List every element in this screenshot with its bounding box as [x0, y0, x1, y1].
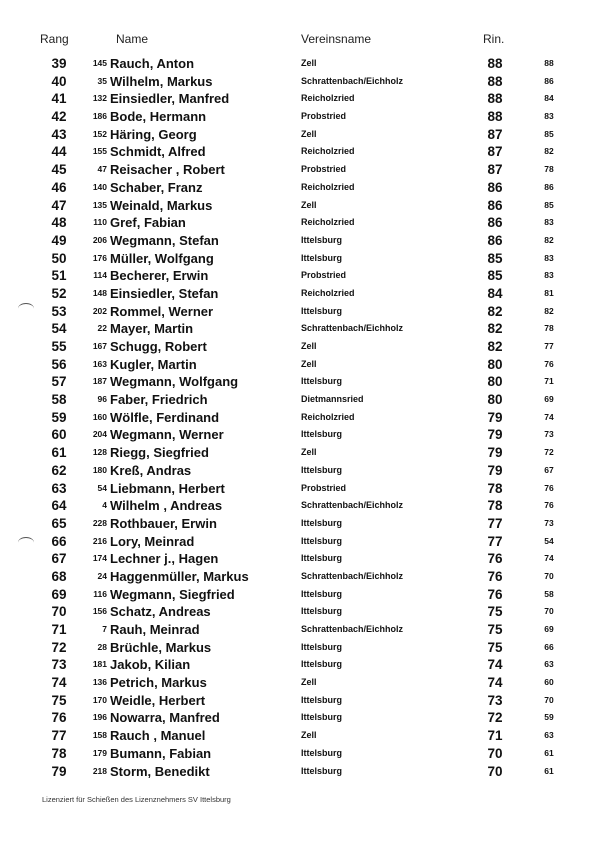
row-club: Schrattenbach/Eichholz: [301, 500, 404, 511]
table-row: [0, 232, 600, 250]
row-rang: 75: [51, 692, 67, 708]
table-row: [0, 497, 600, 515]
row-club: Ittelsburg: [301, 553, 343, 564]
table-row: [0, 586, 600, 604]
row-club: Schrattenbach/Eichholz: [301, 323, 404, 334]
row-rings: 84: [487, 285, 503, 301]
row-name: Liebmann, Herbert: [110, 480, 225, 496]
table-row: [0, 674, 600, 692]
row-rang: 43: [51, 126, 67, 142]
row-start-number: 170: [92, 694, 107, 705]
row-name: Schatz, Andreas: [110, 604, 211, 620]
row-club: Ittelsburg: [301, 535, 343, 546]
row-sub-score: 83: [544, 252, 554, 263]
table-row: [0, 692, 600, 710]
table-row: [0, 73, 600, 91]
row-name: Wegmann, Stefan: [110, 232, 219, 248]
row-start-number: 160: [92, 411, 107, 422]
row-rang: 47: [51, 197, 67, 213]
row-sub-score: 86: [544, 181, 554, 192]
row-rang: 64: [51, 498, 67, 514]
row-start-number: 167: [92, 341, 107, 351]
row-club: Ittelsburg: [301, 517, 343, 528]
row-sub-score: 54: [544, 535, 554, 546]
row-sub-score: 74: [544, 411, 554, 422]
header-name: Name: [116, 32, 149, 46]
table-row: [0, 444, 600, 462]
row-name: Wegmann, Siegfried: [110, 586, 235, 602]
row-start-number: 28: [97, 641, 107, 652]
row-rings: 79: [487, 427, 503, 443]
row-start-number: 136: [92, 677, 107, 688]
row-name: Faber, Friedrich: [110, 392, 208, 408]
row-rang: 69: [51, 586, 67, 602]
row-name: Gref, Fabian: [110, 215, 186, 231]
row-sub-score: 60: [544, 677, 554, 688]
row-start-number: 132: [92, 93, 107, 104]
table-row: [0, 197, 600, 215]
row-start-number: 158: [92, 730, 107, 741]
row-start-number: 187: [92, 376, 107, 387]
row-start-number: 228: [92, 517, 107, 528]
row-rings: 87: [487, 126, 503, 142]
row-start-number: 148: [92, 287, 107, 298]
table-row: [0, 480, 600, 498]
row-rings: 74: [487, 657, 503, 673]
row-name: Weidle, Herbert: [110, 692, 206, 708]
row-rang: 39: [51, 56, 67, 71]
punch-hole-mark: [18, 303, 34, 314]
row-sub-score: 82: [544, 146, 554, 157]
row-rings: 80: [487, 392, 503, 408]
table-row: [0, 373, 600, 391]
row-sub-score: 71: [544, 376, 554, 387]
row-rang: 66: [51, 533, 67, 549]
table-row: [0, 426, 600, 444]
row-rang: 41: [51, 91, 67, 107]
row-sub-score: 70: [544, 694, 554, 705]
row-start-number: 128: [92, 447, 107, 458]
row-sub-score: 83: [544, 111, 554, 122]
row-rang: 68: [51, 568, 67, 584]
row-start-number: 206: [92, 234, 107, 245]
row-rang: 54: [51, 321, 67, 337]
row-name: Schmidt, Alfred: [110, 144, 206, 160]
row-rings: 87: [487, 162, 503, 178]
row-rang: 73: [51, 657, 67, 673]
row-club: Zell: [301, 128, 317, 139]
table-row: [0, 462, 600, 480]
row-club: Reicholzried: [301, 181, 355, 192]
row-start-number: 114: [93, 270, 107, 281]
row-sub-score: 83: [544, 270, 554, 281]
row-rang: 51: [51, 268, 67, 284]
row-rings: 75: [487, 622, 503, 637]
table-row: [0, 161, 600, 179]
results-table: [0, 55, 600, 780]
row-club: Zell: [301, 199, 317, 210]
row-name: Rommel, Werner: [110, 303, 214, 319]
row-name: Einsiedler, Stefan: [110, 285, 219, 301]
row-rang: 55: [51, 339, 67, 354]
table-row: [0, 55, 600, 73]
row-sub-score: 74: [544, 553, 554, 564]
row-rang: 70: [51, 604, 67, 620]
row-rings: 79: [487, 462, 503, 478]
row-name: Rauh, Meinrad: [110, 622, 200, 637]
row-sub-score: 63: [544, 659, 554, 670]
row-rang: 44: [51, 144, 67, 160]
row-sub-score: 72: [544, 447, 554, 458]
row-rang: 61: [51, 445, 67, 461]
row-name: Kreß, Andras: [110, 462, 192, 478]
row-sub-score: 82: [544, 234, 554, 245]
row-start-number: 155: [92, 146, 107, 157]
row-rang: 79: [51, 763, 67, 779]
row-rang: 71: [51, 622, 67, 637]
row-rings: 87: [487, 144, 503, 160]
table-row: [0, 338, 600, 356]
row-sub-score: 78: [544, 323, 554, 334]
row-rang: 58: [51, 392, 67, 408]
row-rang: 49: [51, 232, 67, 248]
row-rings: 75: [487, 604, 503, 620]
row-name: Wegmann, Wolfgang: [110, 374, 239, 390]
row-start-number: 24: [97, 570, 107, 581]
row-rang: 50: [51, 250, 67, 266]
row-name: Nowarra, Manfred: [110, 710, 220, 726]
row-rang: 46: [51, 179, 67, 195]
row-start-number: 156: [92, 606, 107, 617]
row-start-number: 204: [92, 429, 107, 440]
row-club: Ittelsburg: [301, 234, 343, 245]
row-start-number: 47: [97, 164, 107, 175]
row-start-number: 181: [92, 659, 107, 670]
row-name: Wilhelm, Markus: [110, 73, 213, 89]
row-name: Müller, Wolfgang: [110, 250, 214, 266]
row-club: Zell: [301, 730, 317, 741]
row-start-number: 7: [102, 624, 107, 634]
row-rang: 48: [51, 215, 67, 231]
row-rang: 40: [51, 73, 67, 89]
license-footer: Lizenziert für Schießen des Lizenznehmers SV Ittelsburg: [42, 795, 231, 804]
table-row: [0, 126, 600, 144]
header-verein: Vereinsname: [301, 32, 372, 46]
row-name: Häring, Georg: [110, 126, 197, 142]
row-club: Ittelsburg: [301, 429, 343, 440]
row-sub-score: 82: [544, 305, 554, 316]
row-start-number: 174: [92, 553, 107, 564]
row-club: Zell: [301, 341, 317, 351]
row-club: Ittelsburg: [301, 747, 343, 758]
row-rings: 78: [487, 498, 503, 514]
row-club: Reicholzried: [301, 217, 355, 228]
header-rang: Rang: [40, 32, 69, 46]
row-rang: 77: [51, 728, 67, 744]
table-row: [0, 267, 600, 285]
row-club: Zell: [301, 447, 317, 458]
row-club: Reicholzried: [301, 93, 355, 104]
row-start-number: 145: [92, 58, 107, 68]
row-rings: 79: [487, 445, 503, 461]
row-rings: 82: [487, 321, 503, 337]
row-name: Einsiedler, Manfred: [110, 91, 230, 107]
row-club: Probstried: [301, 270, 347, 281]
row-rings: 86: [487, 232, 503, 248]
row-rings: 71: [487, 728, 503, 744]
row-sub-score: 86: [544, 75, 554, 86]
row-rings: 76: [487, 586, 503, 602]
row-name: Haggenmüller, Markus: [110, 568, 249, 584]
row-rang: 76: [51, 710, 67, 726]
row-start-number: 4: [102, 500, 107, 511]
row-rang: 59: [51, 409, 67, 425]
row-name: Schaber, Franz: [110, 179, 203, 195]
row-sub-score: 76: [544, 482, 554, 493]
row-rings: 77: [487, 533, 503, 549]
row-rings: 88: [487, 91, 503, 107]
row-sub-score: 77: [544, 341, 554, 351]
table-row: [0, 356, 600, 374]
table-row: [0, 763, 600, 781]
row-start-number: 96: [97, 394, 107, 405]
row-name: Wegmann, Werner: [110, 427, 224, 443]
row-name: Reisacher , Robert: [110, 162, 225, 178]
table-row: [0, 603, 600, 621]
row-name: Brüchle, Markus: [110, 639, 212, 655]
row-sub-score: 58: [544, 588, 554, 599]
row-rang: 56: [51, 356, 67, 372]
row-start-number: 35: [97, 75, 107, 86]
row-rang: 45: [51, 162, 67, 178]
row-name: Lory, Meinrad: [110, 533, 195, 549]
row-rang: 78: [51, 745, 67, 761]
row-club: Zell: [301, 58, 317, 68]
row-sub-score: 83: [544, 217, 554, 228]
row-name: Bumann, Fabian: [110, 745, 212, 761]
row-rings: 80: [487, 356, 503, 372]
row-rings: 86: [487, 215, 503, 231]
row-sub-score: 76: [544, 358, 554, 369]
table-row: [0, 285, 600, 303]
row-club: Ittelsburg: [301, 252, 343, 263]
row-name: Mayer, Martin: [110, 321, 194, 337]
row-sub-score: 70: [544, 570, 554, 581]
table-row: [0, 550, 600, 568]
row-start-number: 186: [92, 111, 107, 122]
row-club: Schrattenbach/Eichholz: [301, 75, 404, 86]
table-row: [0, 656, 600, 674]
row-name: Rothbauer, Erwin: [110, 515, 217, 531]
table-row: [0, 179, 600, 197]
row-start-number: 218: [92, 765, 107, 776]
header-rin: Rin.: [483, 32, 505, 46]
table-row: [0, 303, 600, 321]
row-club: Probstried: [301, 482, 347, 493]
row-rang: 52: [51, 285, 67, 301]
row-name: Rauch, Anton: [110, 56, 195, 71]
row-rings: 77: [487, 515, 503, 531]
row-rang: 72: [51, 639, 67, 655]
row-club: Reicholzried: [301, 146, 355, 157]
row-name: Riegg, Siegfried: [110, 445, 209, 461]
table-row: [0, 727, 600, 745]
row-sub-score: 73: [544, 429, 554, 440]
table-row: [0, 639, 600, 657]
row-club: Reicholzried: [301, 287, 355, 298]
row-name: Schugg, Robert: [110, 339, 207, 354]
table-row: [0, 214, 600, 232]
row-club: Ittelsburg: [301, 712, 343, 723]
row-name: Weinald, Markus: [110, 197, 213, 213]
row-rings: 82: [487, 339, 503, 354]
row-rings: 76: [487, 568, 503, 584]
row-rang: 74: [51, 675, 67, 691]
table-row: [0, 108, 600, 126]
row-sub-score: 73: [544, 517, 554, 528]
row-sub-score: 69: [544, 624, 554, 634]
row-name: Bode, Hermann: [110, 109, 207, 125]
row-club: Dietmannsried: [301, 394, 364, 405]
row-sub-score: 63: [544, 730, 554, 741]
row-rang: 60: [51, 427, 67, 443]
row-sub-score: 67: [544, 464, 554, 475]
row-rings: 80: [487, 374, 503, 390]
row-start-number: 216: [92, 535, 107, 546]
table-row: [0, 533, 600, 551]
row-rings: 75: [487, 639, 503, 655]
row-name: Petrich, Markus: [110, 675, 207, 691]
row-name: Becherer, Erwin: [110, 268, 209, 284]
row-rings: 86: [487, 179, 503, 195]
row-sub-score: 78: [544, 164, 554, 175]
row-start-number: 196: [92, 712, 107, 723]
row-club: Ittelsburg: [301, 464, 343, 475]
row-rings: 86: [487, 197, 503, 213]
table-row: [0, 709, 600, 727]
row-club: Reicholzried: [301, 411, 355, 422]
row-club: Ittelsburg: [301, 588, 343, 599]
row-sub-score: 85: [544, 128, 554, 139]
row-rings: 70: [487, 763, 503, 779]
table-row: [0, 621, 600, 639]
row-rings: 79: [487, 409, 503, 425]
row-rings: 85: [487, 250, 503, 266]
row-name: Kugler, Martin: [110, 356, 197, 372]
row-rings: 74: [487, 675, 503, 691]
row-club: Ittelsburg: [301, 641, 343, 652]
row-name: Wölfle, Ferdinand: [110, 409, 220, 425]
row-rang: 67: [51, 551, 67, 567]
row-club: Ittelsburg: [301, 376, 343, 387]
row-club: Ittelsburg: [301, 765, 343, 776]
table-row: [0, 391, 600, 409]
row-start-number: 152: [92, 128, 107, 139]
row-club: Schrattenbach/Eichholz: [301, 570, 404, 581]
row-sub-score: 61: [544, 765, 554, 776]
row-start-number: 202: [92, 305, 107, 316]
row-club: Zell: [301, 677, 317, 688]
row-sub-score: 84: [544, 93, 554, 104]
row-name: Wilhelm , Andreas: [110, 498, 223, 514]
row-start-number: 140: [92, 181, 107, 192]
table-row: [0, 409, 600, 427]
row-club: Probstried: [301, 164, 347, 175]
row-rang: 65: [51, 515, 67, 531]
table-row: [0, 745, 600, 763]
row-rings: 78: [487, 480, 503, 496]
row-start-number: 180: [92, 464, 107, 475]
row-sub-score: 76: [544, 500, 554, 511]
row-sub-score: 88: [544, 58, 554, 68]
row-sub-score: 69: [544, 394, 554, 405]
row-rings: 82: [487, 303, 503, 319]
row-rings: 88: [487, 56, 503, 71]
row-rang: 57: [51, 374, 67, 390]
table-row: [0, 320, 600, 338]
table-row: [0, 90, 600, 108]
row-name: Storm, Benedikt: [110, 763, 210, 779]
table-row: [0, 568, 600, 586]
row-start-number: 176: [92, 252, 107, 263]
row-rings: 88: [487, 73, 503, 89]
row-club: Zell: [301, 358, 317, 369]
row-club: Ittelsburg: [301, 606, 343, 617]
row-club: Ittelsburg: [301, 305, 343, 316]
row-sub-score: 81: [544, 287, 554, 298]
row-name: Jakob, Kilian: [110, 657, 191, 673]
row-start-number: 22: [97, 323, 107, 334]
row-rang: 53: [51, 303, 67, 319]
row-rang: 63: [51, 480, 67, 496]
row-club: Schrattenbach/Eichholz: [301, 624, 404, 634]
punch-hole-mark: [18, 537, 34, 548]
row-rings: 72: [487, 710, 503, 726]
table-row: [0, 515, 600, 533]
row-sub-score: 85: [544, 199, 554, 210]
row-sub-score: 66: [544, 641, 554, 652]
row-name: Lechner j., Hagen: [110, 551, 219, 567]
row-name: Rauch , Manuel: [110, 728, 206, 744]
row-sub-score: 59: [544, 712, 554, 723]
row-club: Probstried: [301, 111, 347, 122]
row-start-number: 179: [92, 747, 107, 758]
table-row: [0, 143, 600, 161]
row-rang: 62: [51, 462, 67, 478]
row-start-number: 116: [93, 588, 107, 599]
row-start-number: 110: [93, 217, 107, 228]
row-rings: 70: [487, 745, 503, 761]
row-rings: 85: [487, 268, 503, 284]
row-rings: 73: [487, 692, 503, 708]
row-rings: 88: [487, 109, 503, 125]
row-club: Ittelsburg: [301, 659, 343, 670]
row-sub-score: 61: [544, 747, 554, 758]
table-row: [0, 250, 600, 268]
row-club: Ittelsburg: [301, 694, 343, 705]
row-start-number: 54: [97, 482, 107, 493]
row-sub-score: 70: [544, 606, 554, 617]
row-rang: 42: [51, 109, 67, 125]
row-start-number: 163: [92, 358, 107, 369]
table-header: [0, 32, 600, 48]
row-rings: 76: [487, 551, 503, 567]
row-start-number: 135: [92, 199, 107, 210]
